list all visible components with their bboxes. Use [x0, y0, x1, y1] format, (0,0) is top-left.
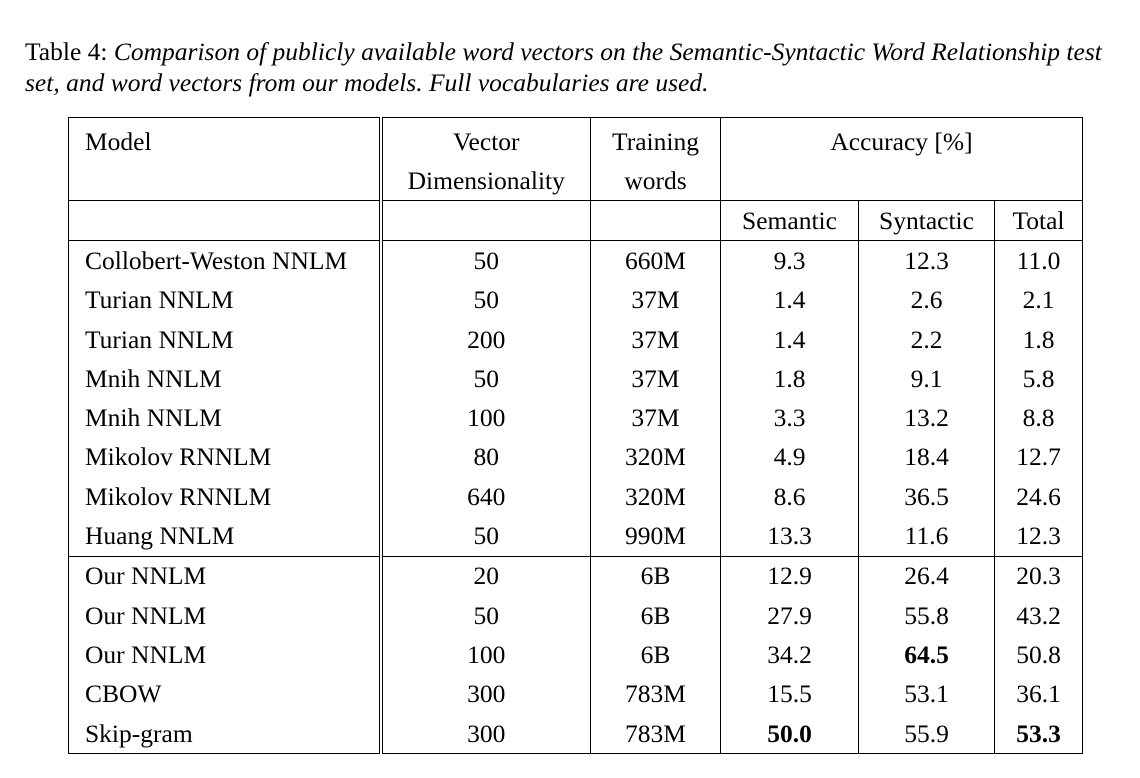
cell-syntactic: 18.4 [859, 438, 995, 477]
table-row [69, 398, 1083, 437]
table-row [69, 241, 1083, 281]
cell-semantic: 27.9 [721, 596, 859, 635]
cell-dimensionality: 50 [381, 241, 591, 281]
cell-training-words: 37M [591, 281, 721, 320]
header-training-words: Training words [591, 118, 721, 201]
cell-dimensionality: 50 [381, 596, 591, 635]
cell-model: Turian NNLM [69, 281, 381, 320]
cell-semantic: 34.2 [721, 635, 859, 674]
subheader-empty-model [69, 201, 381, 241]
subheader-empty-training [591, 201, 721, 241]
cell-semantic: 13.3 [721, 516, 859, 556]
table-row [69, 635, 1083, 674]
subheader-row [69, 201, 1083, 241]
cell-training-words: 783M [591, 714, 721, 754]
cell-total: 53.3 [1016, 718, 1061, 748]
cell-syntactic: 55.8 [859, 596, 995, 635]
table-row [69, 714, 1083, 754]
cell-dimensionality: 50 [381, 516, 591, 556]
cell-training-words: 783M [591, 675, 721, 714]
header-accuracy: Accuracy [%] [830, 127, 973, 156]
cell-dimensionality: 300 [381, 675, 591, 714]
caption-label: Table 4: [25, 37, 108, 66]
cell-training-words: 6B [591, 556, 721, 596]
cell-model: Turian NNLM [69, 320, 381, 359]
cell-model: Mnih NNLM [69, 359, 381, 398]
table-row [69, 438, 1083, 477]
cell-training-words: 37M [591, 359, 721, 398]
cell-total: 20.3 [995, 556, 1083, 596]
header-vector-dimensionality: Vector Dimensionality [381, 118, 591, 201]
cell-training-words: 990M [591, 516, 721, 556]
cell-dimensionality: 100 [381, 635, 591, 674]
cell-semantic: 1.8 [721, 359, 859, 398]
cell-syntactic: 64.5 [859, 635, 995, 674]
cell-semantic: 3.3 [721, 398, 859, 437]
cell-model: CBOW [69, 675, 381, 714]
table-caption [25, 36, 1120, 98]
cell-syntactic: 53.1 [859, 675, 995, 714]
cell-model: Huang NNLM [69, 516, 381, 556]
cell-syntactic: 2.6 [859, 281, 995, 320]
table-row [69, 477, 1083, 516]
table-row [69, 675, 1083, 714]
header-row [69, 118, 1083, 201]
cell-syntactic: 26.4 [859, 556, 995, 596]
table-row [69, 556, 1083, 596]
header-total: Total [995, 201, 1083, 241]
cell-total: 11.0 [995, 241, 1083, 281]
group-published-vectors [69, 241, 1083, 556]
cell-semantic: 1.4 [721, 281, 859, 320]
table-row [69, 281, 1083, 320]
cell-syntactic: 55.9 [859, 714, 995, 754]
cell-dimensionality: 640 [381, 477, 591, 516]
cell-dimensionality: 200 [381, 320, 591, 359]
cell-syntactic: 2.2 [859, 320, 995, 359]
table-row [69, 359, 1083, 398]
cell-training-words: 6B [591, 635, 721, 674]
cell-model: Mikolov RNNLM [69, 438, 381, 477]
header-semantic: Semantic [721, 201, 859, 241]
cell-syntactic: 13.2 [859, 398, 995, 437]
cell-total: 8.8 [1022, 403, 1055, 433]
cell-dimensionality: 100 [381, 398, 591, 437]
cell-model: Our NNLM [69, 556, 381, 596]
cell-training-words: 37M [591, 320, 721, 359]
cell-semantic: 4.9 [721, 438, 859, 477]
cell-dimensionality: 50 [381, 359, 591, 398]
cell-model: Skip-gram [69, 714, 381, 754]
cell-total: 24.6 [1016, 481, 1061, 511]
group-our-models [69, 556, 1083, 753]
cell-semantic: 9.3 [721, 241, 859, 281]
cell-total: 50.8 [1016, 639, 1061, 669]
cell-semantic: 1.4 [721, 320, 859, 359]
cell-semantic: 50.0 [721, 714, 859, 754]
cell-total: 1.8 [1022, 324, 1055, 354]
cell-total: 12.7 [1016, 442, 1061, 472]
cell-model: Our NNLM [69, 596, 381, 635]
cell-model: Our NNLM [69, 635, 381, 674]
cell-model: Mikolov RNNLM [69, 477, 381, 516]
cell-training-words: 37M [591, 398, 721, 437]
cell-semantic: 8.6 [721, 477, 859, 516]
cell-model: Collobert-Weston NNLM [69, 241, 381, 281]
table-row [69, 320, 1083, 359]
table-row [69, 516, 1083, 556]
cell-training-words: 320M [591, 438, 721, 477]
cell-semantic: 12.9 [721, 556, 859, 596]
subheader-empty-vector [381, 201, 591, 241]
cell-total: 43.2 [1016, 600, 1061, 630]
cell-semantic: 15.5 [721, 675, 859, 714]
table-row [69, 596, 1083, 635]
cell-total: 2.1 [1022, 285, 1055, 315]
cell-training-words: 6B [591, 596, 721, 635]
cell-syntactic: 36.5 [859, 477, 995, 516]
cell-total: 36.1 [1016, 679, 1061, 709]
results-table [68, 117, 1083, 754]
cell-dimensionality: 20 [381, 556, 591, 596]
header-syntactic: Syntactic [859, 201, 995, 241]
cell-dimensionality: 50 [381, 281, 591, 320]
cell-dimensionality: 300 [381, 714, 591, 754]
cell-training-words: 660M [591, 241, 721, 281]
cell-syntactic: 12.3 [859, 241, 995, 281]
cell-total: 12.3 [1016, 521, 1061, 551]
cell-syntactic: 11.6 [859, 516, 995, 556]
cell-syntactic: 9.1 [859, 359, 995, 398]
cell-training-words: 320M [591, 477, 721, 516]
cell-total: 5.8 [1022, 363, 1055, 393]
cell-model: Mnih NNLM [69, 398, 381, 437]
caption-text: Comparison of publicly available word vectors on the Semantic-Syntactic Word Relationship test set, and word vectors from our models. Full vocabularies are used. [25, 37, 1102, 97]
header-model: Model [69, 118, 381, 201]
cell-dimensionality: 80 [381, 438, 591, 477]
